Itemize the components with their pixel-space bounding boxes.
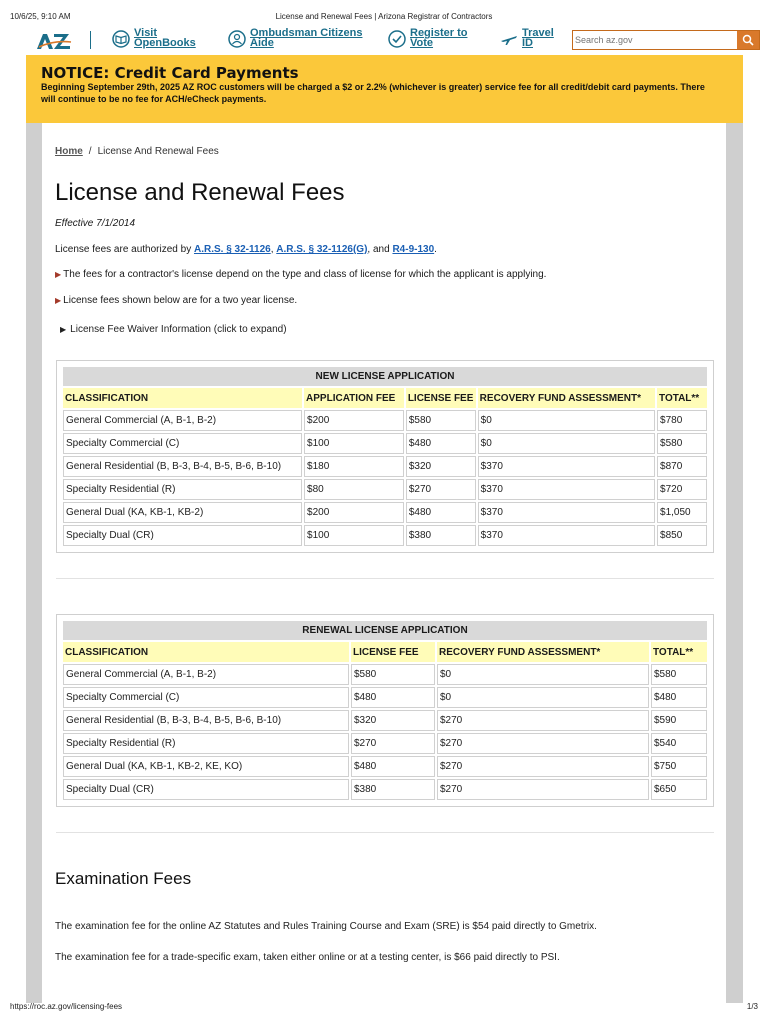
table-cell: $270 — [351, 733, 435, 754]
section-divider — [56, 578, 714, 579]
column-header: CLASSIFICATION — [63, 642, 349, 662]
table-cell: General Dual (KA, KB-1, KB-2, KE, KO) — [63, 756, 349, 777]
search-input[interactable] — [575, 33, 713, 47]
table-cell: $480 — [406, 502, 476, 523]
travel-id-label: Travel ID — [522, 27, 554, 49]
column-header: TOTAL** — [657, 388, 707, 408]
table-cell: $480 — [651, 687, 707, 708]
openbooks-label: Visit OpenBooks — [134, 27, 196, 49]
column-header: CLASSIFICATION — [63, 388, 302, 408]
table-row — [63, 479, 707, 500]
table-row — [63, 710, 707, 731]
table-cell: $370 — [478, 456, 655, 477]
table-cell: Specialty Residential (R) — [63, 479, 302, 500]
vote-icon — [388, 30, 406, 48]
table-row — [63, 502, 707, 523]
left-gutter — [26, 123, 42, 1003]
bullet-arrow-icon: ▶ — [55, 270, 62, 279]
table-cell: General Commercial (A, B-1, B-2) — [63, 664, 349, 685]
expand-arrow-icon: ▶ — [60, 325, 67, 334]
examination-fees-heading: Examination Fees — [55, 869, 192, 888]
table-cell: $200 — [304, 502, 404, 523]
table-cell: $780 — [657, 410, 707, 431]
table-cell: $380 — [406, 525, 476, 546]
table-cell: General Residential (B, B-3, B-4, B-5, B-6, B-10) — [63, 710, 349, 731]
table-row — [63, 687, 707, 708]
breadcrumb — [55, 146, 219, 157]
table-cell: Specialty Commercial (C) — [63, 687, 349, 708]
table-cell: $180 — [304, 456, 404, 477]
table-cell: $320 — [406, 456, 476, 477]
openbooks-icon — [112, 30, 130, 48]
authorization-prefix: License fees are authorized by — [55, 244, 194, 255]
az-logo[interactable] — [36, 30, 72, 50]
column-header: RECOVERY FUND ASSESSMENT* — [437, 642, 649, 662]
table-cell: $0 — [437, 687, 649, 708]
table-cell: General Commercial (A, B-1, B-2) — [63, 410, 302, 431]
table-cell: $100 — [304, 433, 404, 454]
ombudsman-icon — [228, 30, 246, 48]
new-license-table-container — [56, 360, 714, 553]
table-cell: Specialty Commercial (C) — [63, 433, 302, 454]
fee-waiver-toggle[interactable] — [60, 324, 287, 335]
notice-title: NOTICE: Credit Card Payments — [41, 64, 299, 82]
table-cell: $850 — [657, 525, 707, 546]
breadcrumb-separator: / — [88, 146, 92, 157]
logo-divider — [90, 31, 91, 49]
table-row — [63, 664, 707, 685]
table-cell: $270 — [406, 479, 476, 500]
table-cell: $0 — [478, 410, 655, 431]
table-row — [63, 456, 707, 477]
table-cell: Specialty Dual (CR) — [63, 779, 349, 800]
vote-link[interactable] — [388, 28, 482, 48]
new-license-caption: NEW LICENSE APPLICATION — [63, 367, 707, 386]
credit-card-notice — [26, 55, 743, 123]
renewal-license-table — [61, 619, 709, 802]
renewal-license-table-container — [56, 614, 714, 807]
table-cell: General Dual (KA, KB-1, KB-2) — [63, 502, 302, 523]
table-row — [63, 433, 707, 454]
ombudsman-label: Ombudsman Citizens Aide — [250, 27, 363, 49]
table-cell: $370 — [478, 479, 655, 500]
travel-id-link[interactable] — [500, 28, 562, 48]
ars-32-1126g-link[interactable]: A.R.S. § 32-1126(G) — [276, 244, 368, 255]
authorization-text — [55, 244, 437, 255]
section-divider — [56, 832, 714, 833]
renewal-license-caption: RENEWAL LICENSE APPLICATION — [63, 621, 707, 640]
exam-fee-trade-text: The examination fee for a trade-specific exam, taken either online or at a testing center, is $66 paid directly to PSI. — [55, 952, 560, 963]
r4-9-130-link[interactable]: R4-9-130 — [392, 244, 435, 255]
table-cell: $80 — [304, 479, 404, 500]
table-cell: $750 — [651, 756, 707, 777]
table-cell: $0 — [437, 664, 649, 685]
table-cell: $370 — [478, 525, 655, 546]
print-url: https://roc.az.gov/licensing-fees — [10, 1002, 123, 1011]
table-cell: $580 — [351, 664, 435, 685]
authorization-suffix: . — [434, 244, 437, 255]
table-cell: General Residential (B, B-3, B-4, B-5, B-6, B-10) — [63, 456, 302, 477]
bullet-text: The fees for a contractor's license depend on the type and class of license for which the applicant is applying. — [63, 269, 547, 280]
column-header: LICENSE FEE — [406, 388, 476, 408]
table-cell: $650 — [651, 779, 707, 800]
ars-32-1126-link[interactable]: A.R.S. § 32-1126 — [193, 244, 271, 255]
table-cell: $540 — [651, 733, 707, 754]
print-header — [0, 0, 768, 22]
bullet-text: License fees shown below are for a two year license. — [63, 295, 298, 306]
table-cell: $480 — [406, 433, 476, 454]
table-cell: $100 — [304, 525, 404, 546]
column-header: LICENSE FEE — [351, 642, 435, 662]
exam-fee-sre-text: The examination fee for the online AZ Statutes and Rules Training Course and Exam (SRE) is $54 paid directly to Gmetrix. — [55, 921, 597, 932]
column-header: TOTAL** — [651, 642, 707, 662]
search-icon — [742, 34, 754, 46]
print-title: License and Renewal Fees | Arizona Registrar of Contractors — [275, 12, 493, 21]
column-header: RECOVERY FUND ASSESSMENT* — [478, 388, 655, 408]
page-title: License and Renewal Fees — [55, 179, 345, 206]
bullet-item — [55, 295, 297, 306]
top-navigation — [0, 26, 768, 56]
notice-body: Beginning September 29th, 2025 AZ ROC customers will be charged a $2 or 2.2% (whichever is greater) service fee for all credit/debit card payments. There will continue to be no fee for ACH/eCheck payments. — [41, 82, 705, 104]
table-cell: $200 — [304, 410, 404, 431]
table-cell: $590 — [651, 710, 707, 731]
table-cell: $270 — [437, 710, 649, 731]
search-box — [572, 30, 760, 50]
table-cell: $380 — [351, 779, 435, 800]
table-cell: $580 — [406, 410, 476, 431]
table-cell: $580 — [651, 664, 707, 685]
breadcrumb-home-link[interactable]: Home — [55, 146, 83, 157]
print-page-number: 1/3 — [746, 1002, 758, 1011]
fee-waiver-label: License Fee Waiver Information (click to expand) — [70, 324, 287, 335]
table-cell: $370 — [478, 502, 655, 523]
column-header: APPLICATION FEE — [304, 388, 404, 408]
bullet-item — [55, 269, 546, 280]
table-cell: $1,050 — [657, 502, 707, 523]
vote-label: Register to Vote — [410, 27, 468, 49]
bullet-arrow-icon: ▶ — [55, 296, 62, 305]
table-cell: $320 — [351, 710, 435, 731]
new-license-table — [61, 365, 709, 548]
table-row — [63, 733, 707, 754]
openbooks-link[interactable] — [112, 28, 204, 48]
table-cell: $870 — [657, 456, 707, 477]
search-button[interactable] — [737, 31, 759, 49]
table-cell: $480 — [351, 687, 435, 708]
table-row — [63, 756, 707, 777]
table-cell: $720 — [657, 479, 707, 500]
table-cell: $270 — [437, 779, 649, 800]
main-content — [42, 123, 726, 1003]
table-row — [63, 410, 707, 431]
az-logo-icon — [36, 30, 72, 50]
ombudsman-link[interactable] — [228, 28, 375, 48]
table-row — [63, 779, 707, 800]
table-row — [63, 525, 707, 546]
print-date: 10/6/25, 9:10 AM — [10, 12, 71, 21]
effective-date: Effective 7/1/2014 — [55, 218, 136, 229]
table-cell: $270 — [437, 733, 649, 754]
table-cell: $0 — [478, 433, 655, 454]
right-gutter — [726, 123, 743, 1003]
authorization-separator-2: , and — [367, 244, 393, 255]
table-cell: $270 — [437, 756, 649, 777]
plane-icon — [500, 30, 518, 48]
authorization-separator-1: , — [270, 244, 277, 255]
print-footer — [0, 1002, 768, 1024]
table-cell: Specialty Residential (R) — [63, 733, 349, 754]
table-cell: $480 — [351, 756, 435, 777]
breadcrumb-current: License And Renewal Fees — [97, 146, 219, 157]
table-cell: $580 — [657, 433, 707, 454]
table-cell: Specialty Dual (CR) — [63, 525, 302, 546]
